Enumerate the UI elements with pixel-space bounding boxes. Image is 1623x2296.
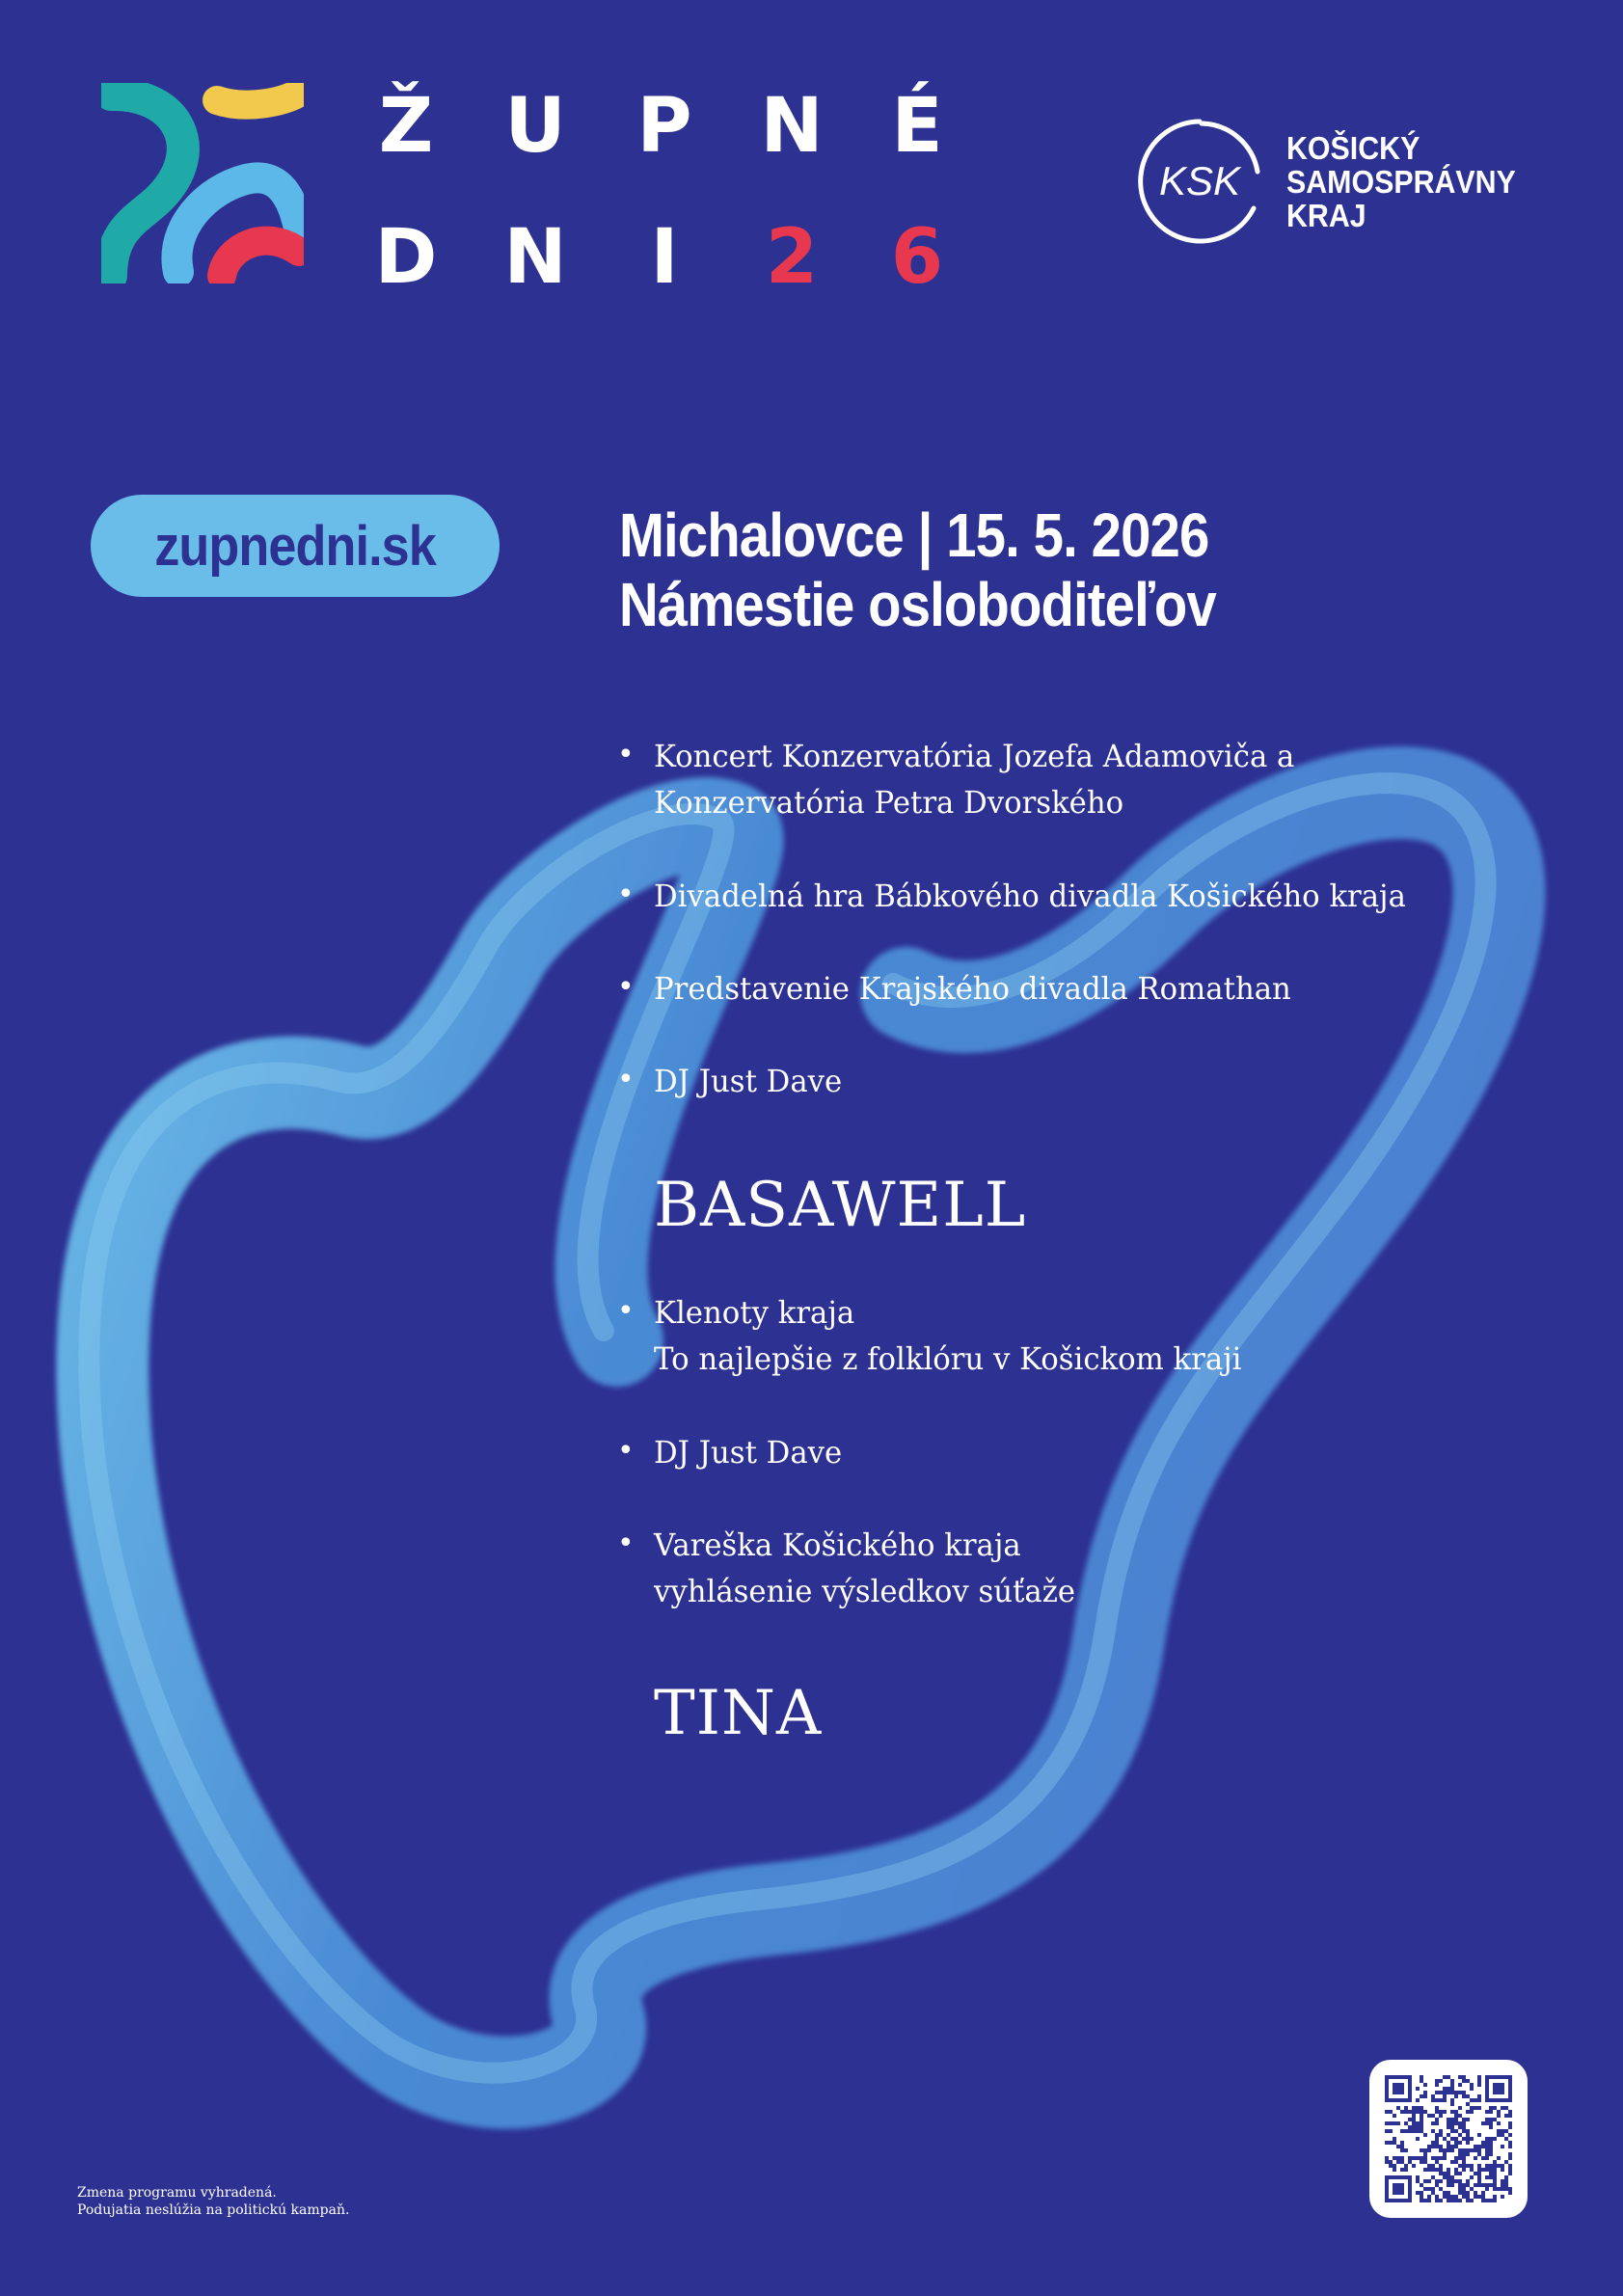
- org-name-line: KRAJ: [1286, 198, 1366, 233]
- title-letter: I: [650, 214, 679, 301]
- website-badge[interactable]: [91, 495, 500, 597]
- event-location-date: Michalovce | 15. 5. 2026: [619, 500, 1209, 570]
- footer-note: Podujatia neslúžia na politickú kampaň.: [77, 2202, 350, 2218]
- bullet-icon: •: [617, 1434, 635, 1468]
- title-letter: P: [636, 83, 692, 170]
- bullet-icon: •: [617, 878, 635, 911]
- qr-code-icon: [1385, 2075, 1512, 2202]
- ksk-emblem-icon: [1134, 116, 1265, 247]
- org-name-line: SAMOSPRÁVNY: [1286, 164, 1516, 200]
- title-letter: N: [503, 214, 567, 301]
- program-item-line: Klenoty kraja: [654, 1294, 855, 1331]
- bullet-icon: •: [617, 1063, 635, 1096]
- title-letter: U: [504, 83, 566, 170]
- footer-note: Zmena programu vyhradená.: [77, 2185, 277, 2201]
- title-letter: N: [760, 83, 824, 170]
- program-item-line: vyhlásenie výsledkov súťaže: [654, 1573, 1076, 1609]
- program-item-line: DJ Just Dave: [654, 1434, 843, 1471]
- event-venue: Námestie osloboditeľov: [619, 570, 1216, 639]
- title-letter: Ž: [378, 83, 434, 170]
- program-item-line: Konzervatória Petra Dvorského: [654, 784, 1124, 821]
- program-item-line: DJ Just Dave: [654, 1063, 843, 1099]
- program-item-line: Koncert Konzervatória Jozefa Adamoviča a: [654, 738, 1295, 774]
- ksk-emblem-text: KSK: [1158, 158, 1241, 203]
- zupne-dni-ribbon-logo: [101, 83, 304, 284]
- bullet-icon: •: [617, 738, 635, 771]
- program-item-line: Vareška Košického kraja: [654, 1526, 1021, 1563]
- program-item-line: To najlepšie z folklóru v Košickom kraji: [654, 1340, 1242, 1377]
- title-letter: D: [374, 214, 438, 301]
- qr-code[interactable]: [1369, 2060, 1528, 2218]
- bullet-icon: •: [617, 1294, 635, 1328]
- org-name-line: KOŠICKÝ: [1286, 130, 1420, 166]
- headliner-tina: TINA: [654, 1678, 823, 1749]
- headliner-basawell: BASAWELL: [654, 1170, 1027, 1241]
- bullet-icon: •: [617, 970, 635, 1004]
- title-letter: 6: [890, 214, 944, 301]
- title-letter: 2: [765, 214, 819, 301]
- bullet-icon: •: [617, 1526, 635, 1560]
- title-letter: É: [891, 83, 943, 170]
- program-item-line: Predstavenie Krajského divadla Romathan: [654, 970, 1291, 1007]
- website-link[interactable]: zupnedni.sk: [154, 514, 436, 578]
- program-item-line: Divadelná hra Bábkového divadla Košického kraja: [654, 878, 1406, 914]
